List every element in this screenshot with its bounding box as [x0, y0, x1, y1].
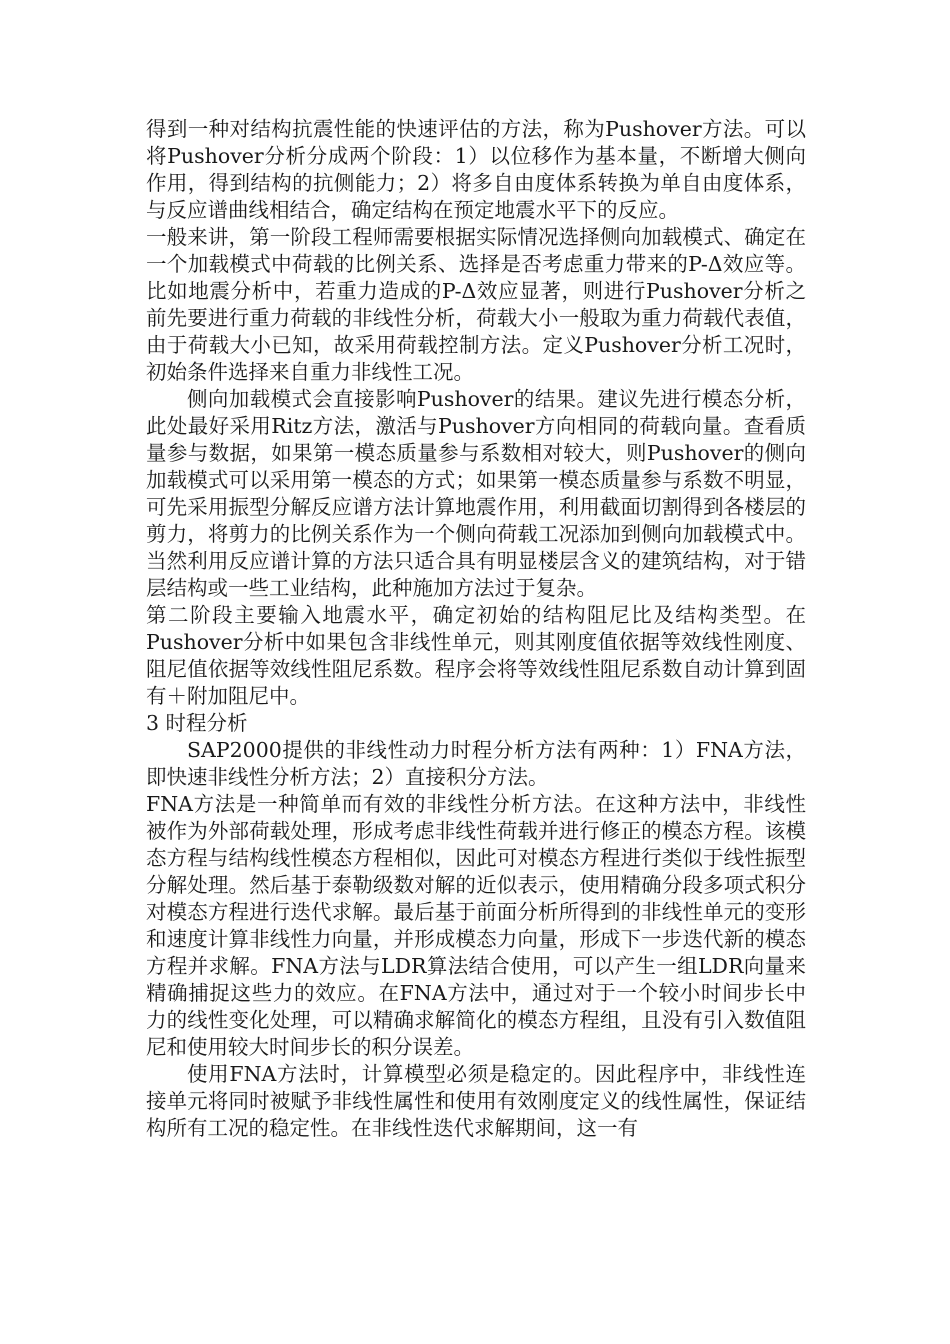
document-page [146, 116, 806, 1142]
paragraph-sap2000-methods: SAP2000提供的非线性动力时程分析方法有两种：1）FNA方法，即快速非线性分析方法；2）直接积分方法。 [146, 738, 806, 789]
paragraph-fna-method: FNA方法是一种简单而有效的非线性分析方法。在这种方法中，非线性被作为外部荷载处理，形成考虑非线性荷载并进行修正的模态方程。该模态方程与结构线性模态方程相似，因此可对模态方程进行类似于线性振型分解处理。然后基于泰勒级数对解的近似表示，使用精确分段多项式积分对模态方程进行迭代求解。最后基于前面分析所得到的非线性单元的变形和速度计算非线性力向量，并形成模态力向量，形成下一步迭代新的模态方程并求解。FNA方法与LDR算法结合使用，可以产生一组LDR向量来精确捕捉这些力的效应。在FNA方法中，通过对于一个较小时间步长中力的线性变化处理，可以精确求解简化的模态方程组，且没有引入数值阻尼和使用较大时间步长的积分误差。 [146, 792, 806, 1059]
paragraph-first-stage: 一般来讲，第一阶段工程师需要根据实际情况选择侧向加载模式、确定在一个加载模式中荷载的比例关系、选择是否考虑重力带来的P-Δ效应等。比如地震分析中，若重力造成的P-Δ效应显著，则进行Pushover分析之前先要进行重力荷载的非线性分析，荷载大小一般取为重力荷载代表值，由于荷载大小已知，故采用荷载控制方法。定义Pushover分析工况时，初始条件选择来自重力非线性工况。 [146, 225, 806, 384]
paragraph-pushover-intro: 得到一种对结构抗震性能的快速评估的方法，称为Pushover方法。可以将Pushover分析分成两个阶段：1）以位移作为基本量，不断增大侧向作用，得到结构的抗侧能力；2）将多自由度体系转换为单自由度体系，与反应谱曲线相结合，确定结构在预定地震水平下的反应。 [146, 117, 806, 222]
paragraph-lateral-load-pattern: 侧向加载模式会直接影响Pushover的结果。建议先进行模态分析，此处最好采用Ritz方法，激活与Pushover方向相同的荷载向量。查看质量参与数据，如果第一模态质量参与系数相对较大，则Pushover的侧向加载模式可以采用第一模态的方式；如果第一模态质量参与系数不明显，可先采用振型分解反应谱方法计算地震作用，利用截面切割得到各楼层的剪力，将剪力的比例关系作为一个侧向荷载工况添加到侧向加载模式中。当然利用反应谱计算的方法只适合具有明显楼层含义的建筑结构，对于错层结构或一些工业结构，此种施加方法过于复杂。 [146, 387, 806, 600]
paragraph-fna-stability: 使用FNA方法时，计算模型必须是稳定的。因此程序中，非线性连接单元将同时被赋予非线性属性和使用有效刚度定义的线性属性，保证结构所有工况的稳定性。在非线性迭代求解期间，这一有 [146, 1062, 806, 1140]
paragraph-second-stage: 第二阶段主要输入地震水平，确定初始的结构阻尼比及结构类型。在Pushover分析中如果包含非线性单元，则其刚度值依据等效线性刚度、阻尼值依据等效线性阻尼系数。程序会将等效线性阻尼系数自动计算到固有＋附加阻尼中。 [146, 603, 806, 708]
section-heading-time-history: 3 时程分析 [146, 711, 248, 735]
